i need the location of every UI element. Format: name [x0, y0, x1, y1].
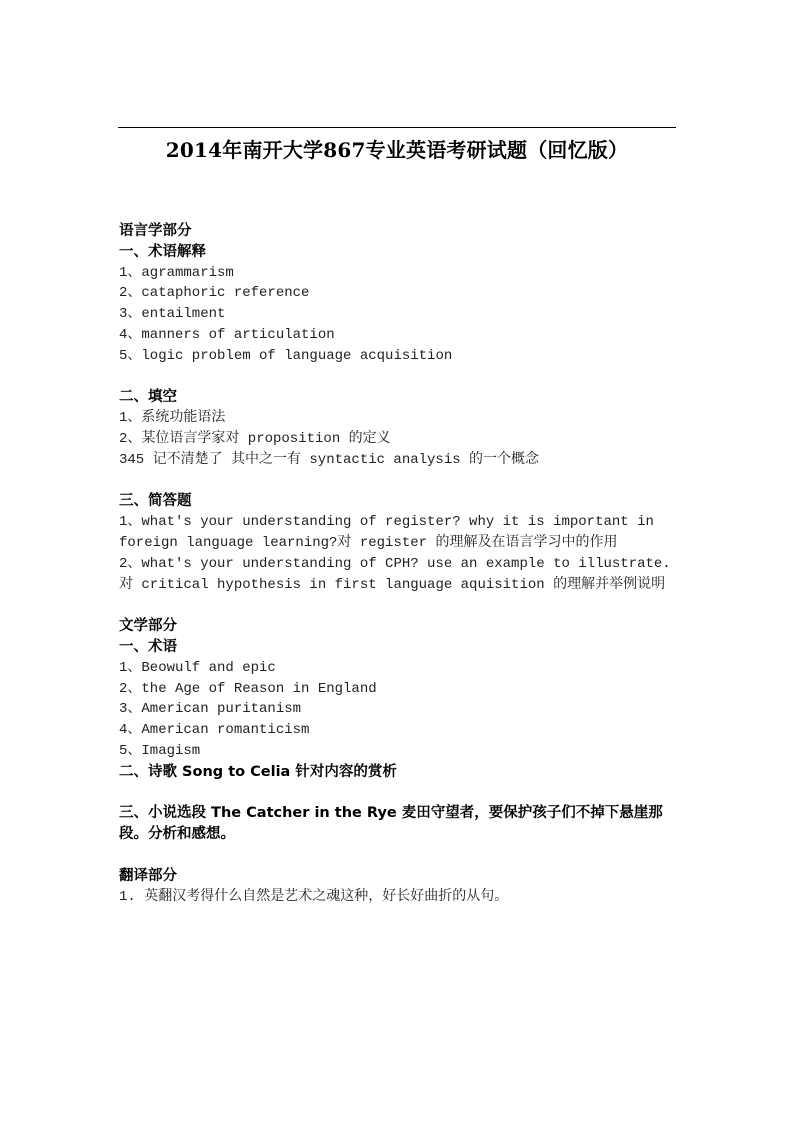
- list-item: 5、Imagism: [119, 742, 201, 759]
- list-item: 2、the Age of Reason in England: [119, 680, 377, 697]
- list-item: 3、entailment: [119, 306, 226, 323]
- subheading-terms: 一、术语解释: [119, 243, 206, 260]
- subheading-literature-terms: 一、术语: [119, 638, 177, 655]
- list-item: 2、cataphoric reference: [119, 285, 310, 302]
- section-heading-literature: 文学部分: [119, 618, 177, 635]
- subheading-short-answer: 三、简答题: [119, 493, 192, 510]
- list-item: 2、某位语言学家对 proposition 的定义: [119, 430, 391, 447]
- section-heading-linguistics: 语言学部分: [119, 223, 192, 239]
- list-item: 1、系统功能语法: [119, 410, 226, 427]
- list-item: 5、logic problem of language acquisition: [119, 347, 453, 364]
- list-item: 1. 英翻汉考得什么自然是艺术之魂这种，好长好曲折的从句。: [119, 888, 509, 905]
- list-item: 1、Beowulf and epic: [119, 659, 276, 676]
- list-item: 1、what's your understanding of register? why it is important in foreign language learning?对 register 的理解及在语言学习中的作用: [119, 514, 654, 551]
- list-item: 4、American romanticism: [119, 722, 310, 739]
- subheading-novel: 三、小说选段 The Catcher in the Rye 麦田守望者，要保护孩子们不掉下悬崖那段。分析和感想。: [119, 805, 663, 843]
- list-item: 1、agrammarism: [119, 264, 234, 281]
- spacer: [119, 845, 679, 866]
- list-item: 3、American puritanism: [119, 701, 302, 718]
- list-item: 4、manners of articulation: [119, 326, 335, 343]
- spacer: [119, 471, 679, 492]
- spacer: [119, 595, 679, 616]
- subheading-poetry: 二、诗歌 Song to Celia 针对内容的赏析: [119, 763, 397, 780]
- section-heading-translation: 翻译部分: [119, 867, 177, 884]
- document-body: [119, 221, 679, 907]
- spacer: [119, 783, 679, 804]
- header-rule: [118, 127, 676, 128]
- list-item: 345 记不清楚了 其中之一有 syntactic analysis 的一个概念: [119, 451, 540, 468]
- spacer: [119, 367, 679, 388]
- subheading-fill-blank: 二、填空: [119, 389, 177, 406]
- page-title: 2014年南开大学867专业英语考研试题（回忆版）: [165, 138, 629, 162]
- list-item: 2、what's your understanding of CPH? use an example to illustrate.对 critical hypothesis in first language aquisition 的理解并举例说明: [119, 555, 671, 593]
